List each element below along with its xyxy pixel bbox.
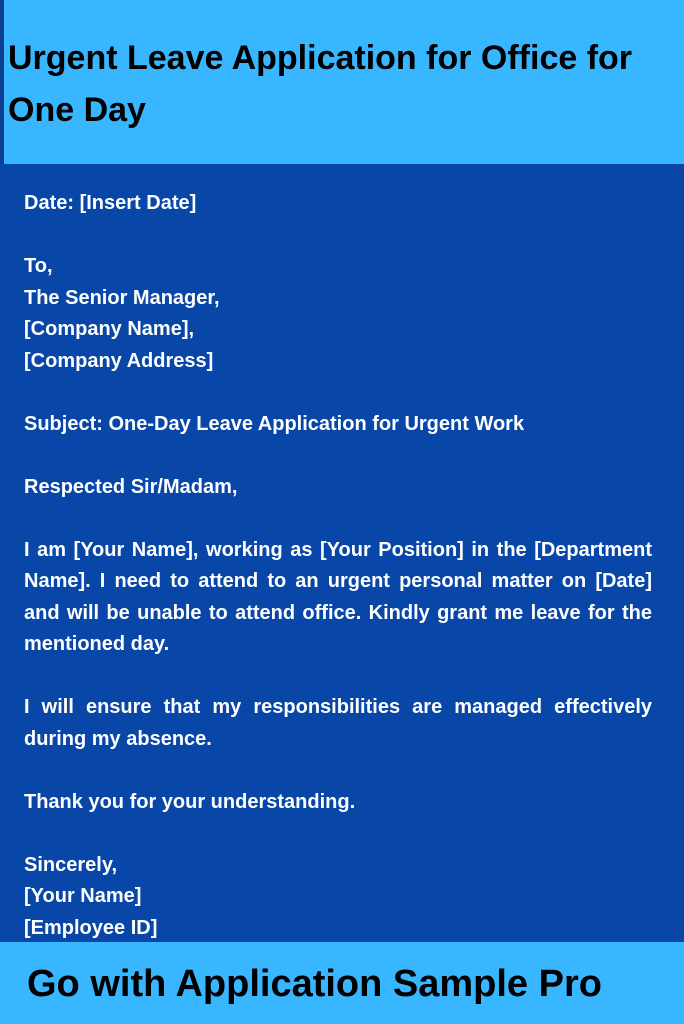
date-line: Date: [Insert Date]	[24, 192, 197, 214]
spacer	[24, 661, 652, 693]
signature-name-line: [Your Name]	[24, 885, 142, 907]
body-paragraph-1: I am [Your Name], working as [Your Position] in the [Department Name]. I need to attend to an urgent personal matter on [Date] and will be unable to attend office. Kindly grant me leave for the mentioned day.	[24, 538, 652, 655]
subject-line: Subject: One-Day Leave Application for Urgent Work	[24, 412, 525, 435]
company-name-line: [Company Name],	[24, 318, 195, 340]
page-title: Urgent Leave Application for Office for One Day	[8, 39, 633, 129]
employee-id-line: [Employee ID]	[24, 916, 158, 939]
footer-text: Go with Application Sample Pro	[27, 963, 602, 1005]
spacer	[24, 755, 652, 787]
salutation-line: Respected Sir/Madam,	[24, 475, 238, 498]
thanks-line: Thank you for your understanding.	[24, 790, 356, 813]
letter-panel	[0, 164, 684, 942]
spacer	[24, 818, 652, 850]
title-banner	[0, 0, 684, 164]
spacer	[24, 377, 652, 409]
body-paragraph-2: I will ensure that my responsibilities are managed effectively during my absence.	[24, 696, 652, 750]
recipient-line: The Senior Manager,	[24, 286, 220, 309]
spacer	[24, 220, 652, 252]
to-line: To,	[24, 255, 53, 277]
letter-body	[24, 188, 652, 944]
footer-banner	[0, 942, 684, 1024]
spacer	[24, 440, 652, 472]
company-address-line: [Company Address]	[24, 349, 214, 372]
spacer	[24, 503, 652, 535]
closing-line: Sincerely,	[24, 853, 118, 876]
